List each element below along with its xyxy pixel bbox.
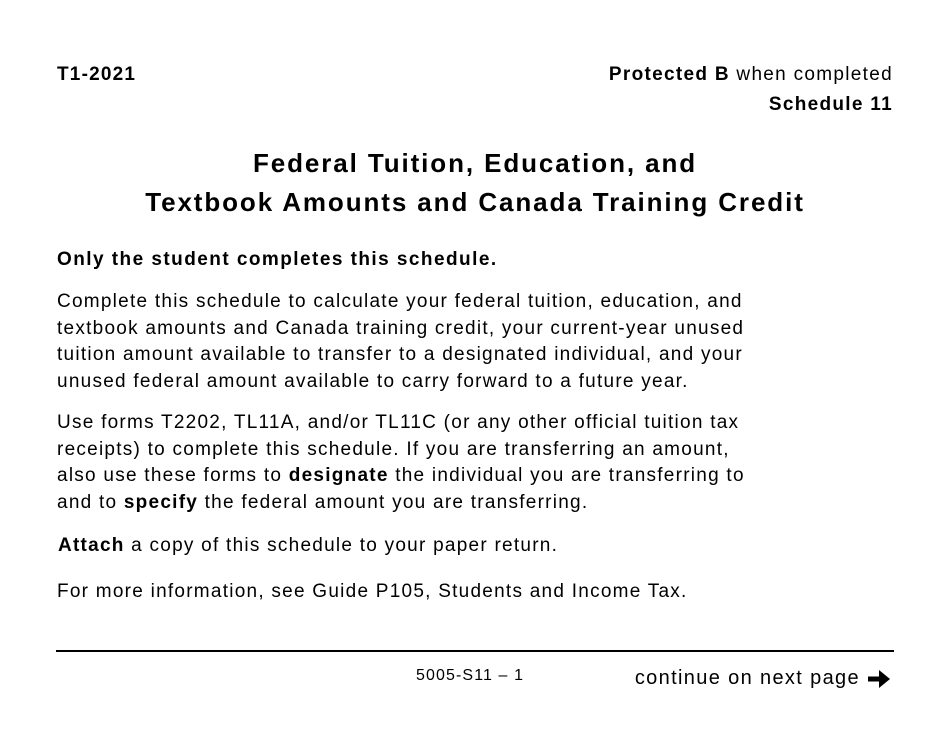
protected-rest: when completed	[729, 64, 893, 85]
forms-text: the federal amount you are transferring.	[198, 491, 589, 513]
intro-paragraph	[57, 289, 917, 395]
designate-emphasis: designate	[288, 465, 389, 486]
form-id: T1-2021	[57, 64, 137, 85]
attach-text: a copy of this schedule to your paper return.	[124, 535, 559, 556]
student-only-notice: Only the student completes this schedule.	[57, 249, 498, 270]
arrow-right-icon	[866, 668, 892, 690]
continue-label: continue on next page	[634, 667, 860, 689]
title-line-2: Textbook Amounts and Canada Training Credit	[145, 187, 805, 217]
continue-next-page	[635, 667, 892, 690]
attach-emphasis: Attach	[58, 535, 125, 556]
forms-text: the individual you are transferring to	[388, 465, 745, 486]
protected-label: Protected B	[608, 64, 730, 85]
forms-paragraph	[57, 410, 917, 516]
intro-line: Complete this schedule to calculate your federal tuition, education, and	[57, 291, 743, 312]
forms-text: and to	[57, 491, 124, 513]
attach-instruction	[58, 533, 918, 560]
forms-line: receipts) to complete this schedule. If you are transferring an amount,	[57, 438, 730, 460]
specify-emphasis: specify	[123, 491, 199, 513]
intro-line: tuition amount available to transfer to a designated individual, and your	[57, 344, 743, 365]
intro-line: textbook amounts and Canada training credit, your current-year unused	[57, 317, 745, 339]
page-number: 5005-S11 – 1	[416, 667, 525, 684]
forms-line	[57, 463, 917, 490]
forms-text: also use these forms to	[57, 465, 289, 486]
intro-line: unused federal amount available to carry forward to a future year.	[57, 370, 689, 392]
more-info: For more information, see Guide P105, Students and Income Tax.	[57, 581, 688, 602]
forms-line	[57, 490, 917, 517]
title-line-1: Federal Tuition, Education, and	[252, 148, 698, 178]
protected-notice	[609, 64, 893, 86]
schedule-number: Schedule 11	[768, 94, 893, 115]
footer-divider	[56, 650, 894, 652]
forms-line: Use forms T2202, TL11A, and/or TL11C (or any other official tuition tax	[57, 412, 740, 433]
